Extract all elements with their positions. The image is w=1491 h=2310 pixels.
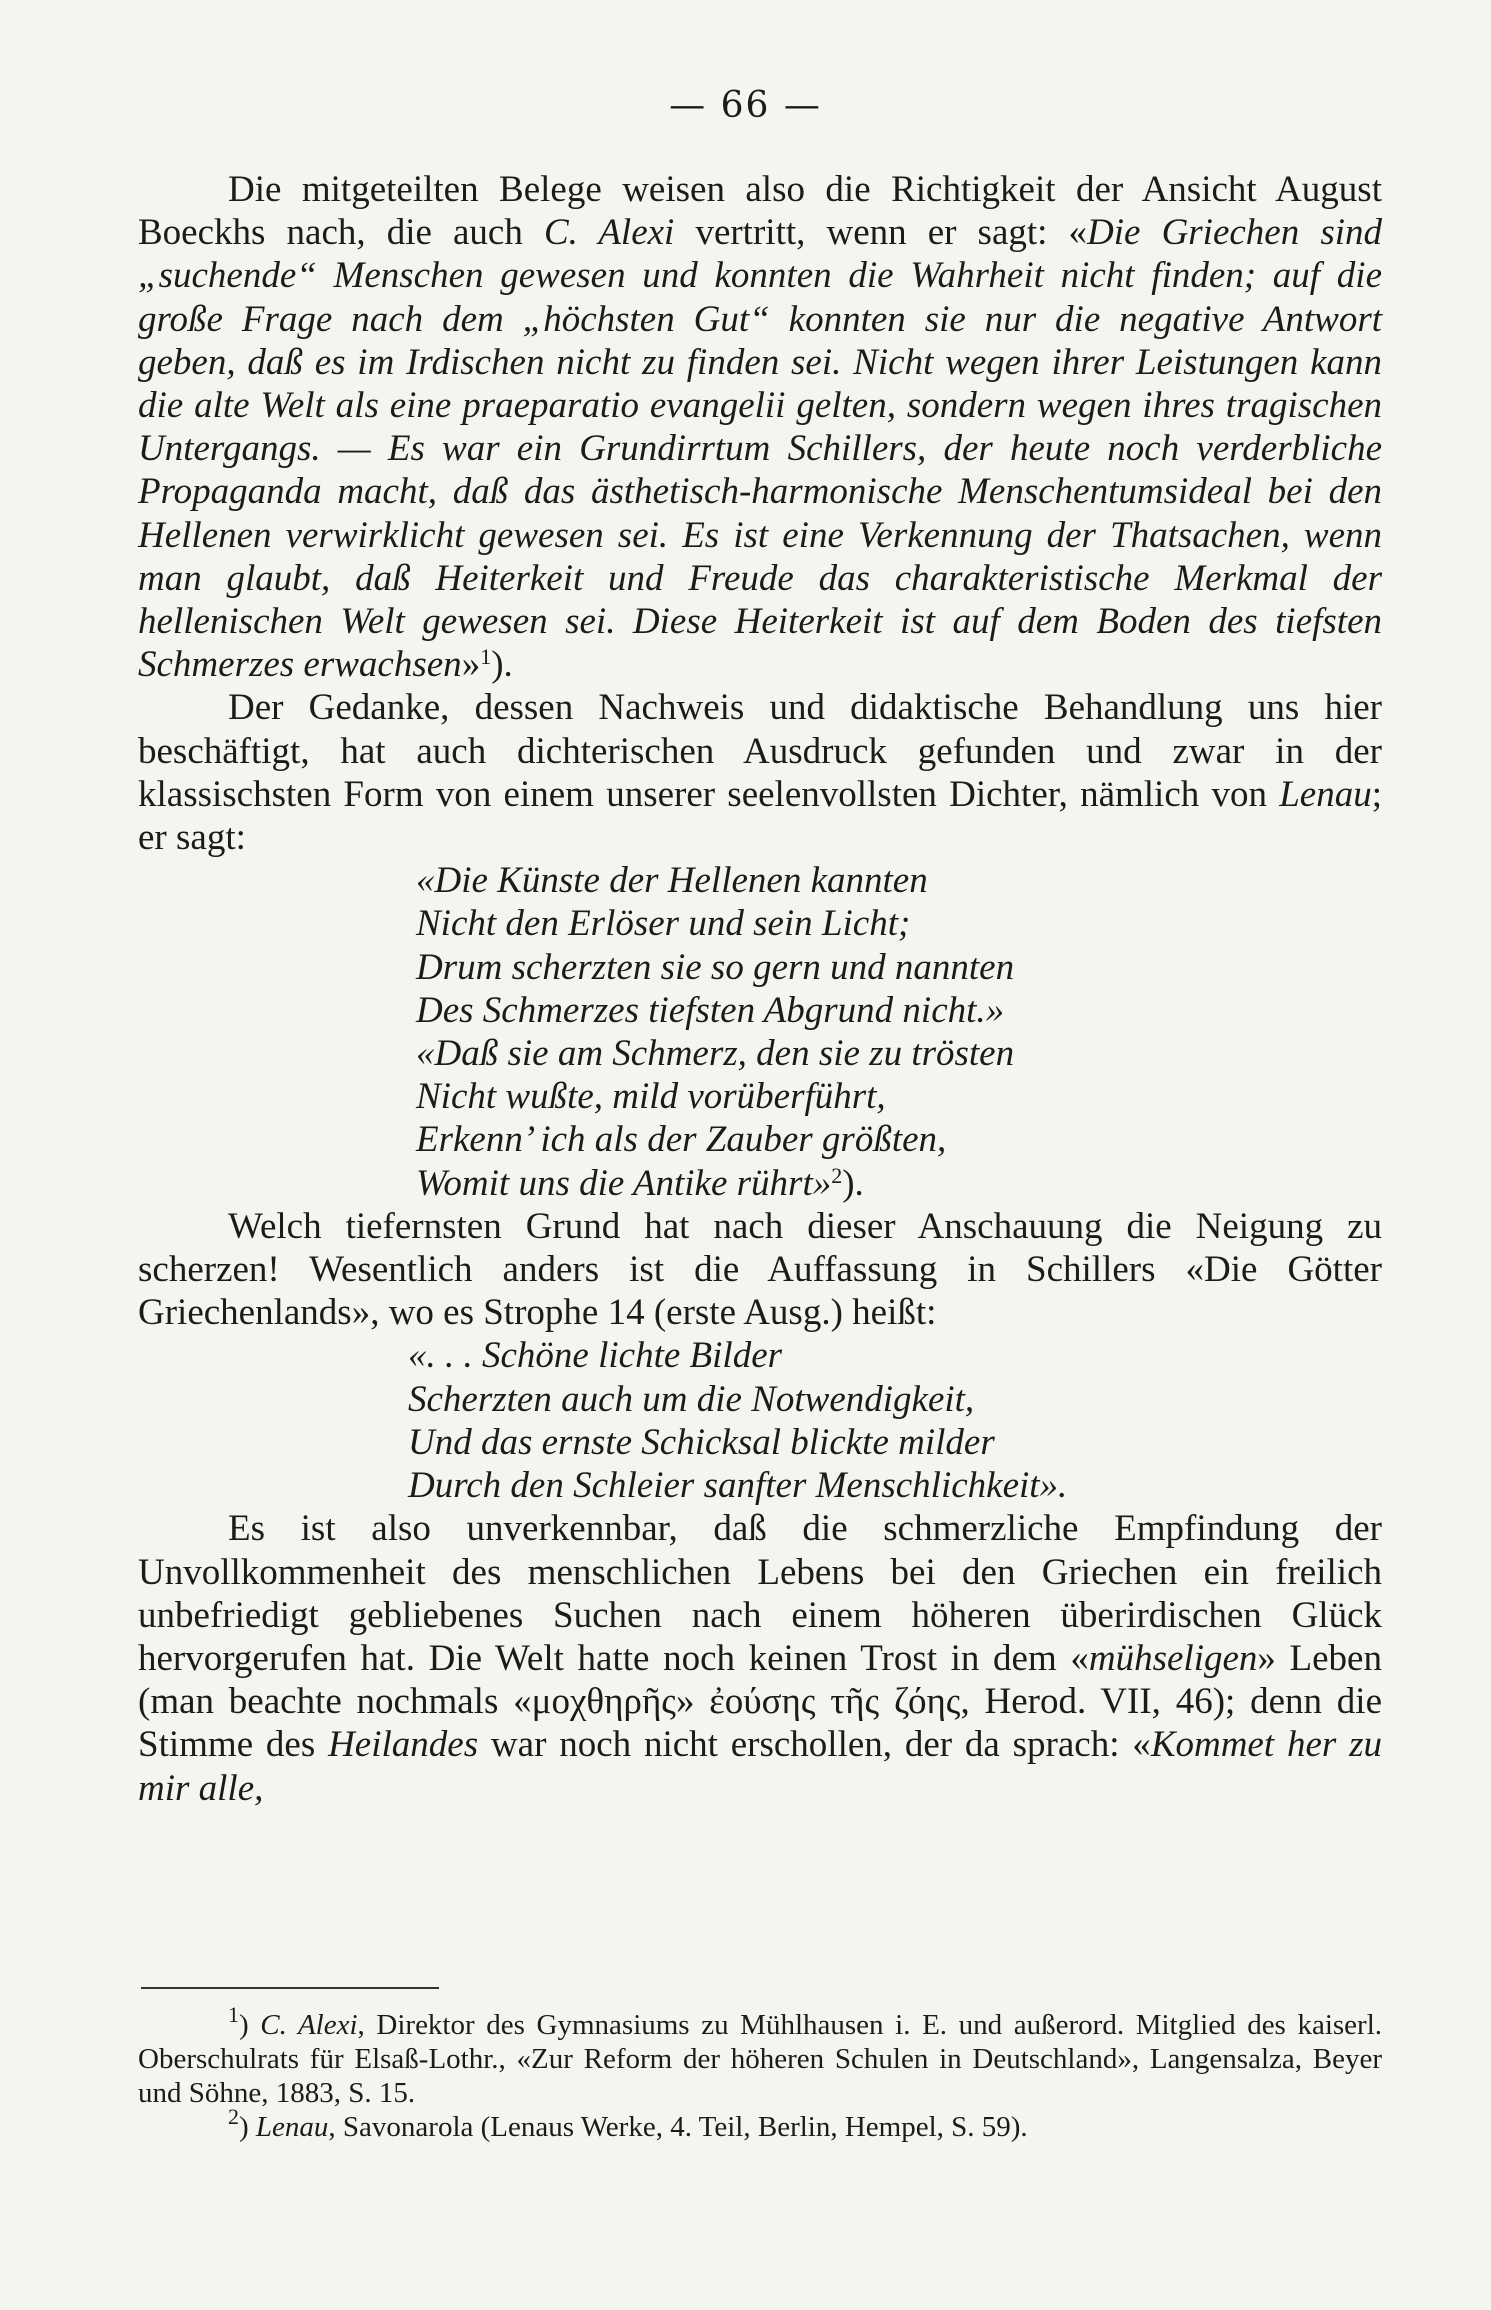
verse-line: Des Schmerzes tiefsten Abgrund nicht.» bbox=[416, 989, 1005, 1031]
quotation: Die Griechen sind „suchende“ Menschen gewesen und konnten die Wahrheit nicht finden; auf die große Frage nach dem „höchsten Gut“ konnten sie nur die negative Antwort geben, daß es im Irdischen nicht zu finden sei. Nicht wegen ihrer Leistungen kann die alte Welt als eine praeparatio evangelii gelten, sondern wegen ihres tragischen Untergangs. — Es war ein Grundirrtum Schillers, der heute noch verderbliche Propaganda macht, daß das ästhetisch-harmonische Menschentumsideal bei den Hellenen verwirklicht gewesen sei. Es ist eine Verkennung der Thatsachen, wenn man glaubt, daß Heiterkeit und Freude das charakteristische Merkmal der hellenischen Welt gewesen sei. Diese Heiterkeit ist auf dem Boden des tiefsten Schmerzes erwachsen bbox=[138, 212, 1383, 686]
paragraph-4: Es ist also unverkennbar, daß die schmerzliche Empfindung der Unvollkommenheit des menschlichen Lebens bei den Griechen ein freilich unbefriedigt gebliebenes Suchen nach einem höheren überirdischen Glück hervorgerufen hat. Die Welt hatte noch keinen Trost in dem «mühseligen» Leben (man beachte nochmals «μοχθηρῆς» ἐούσης τῆς ζόης, Herod. VII, 46); denn die Stimme des Heilandes war noch nicht erschollen, der da sprach: «Kommet her zu mir alle, bbox=[138, 1508, 1382, 1809]
verse-line: Nicht den Erlöser und sein Licht; bbox=[416, 903, 911, 945]
page-number: — 66 — bbox=[669, 85, 822, 126]
footnote-divider bbox=[141, 1987, 439, 1989]
verse-line: Durch den Schleier sanfter Menschlichkeit». bbox=[408, 1465, 1068, 1507]
verse-stanza-2 bbox=[416, 1032, 1382, 1205]
verse-line: Drum scherzten sie so gern und nannten bbox=[416, 946, 1015, 988]
footnote-ref-2: 2 bbox=[831, 1162, 843, 1188]
paragraph-1: Die mitgeteilten Belege weisen also die Richtigkeit der Ansicht August Boeckhs nach, die auch C. Alexi vertritt, wenn er sagt: «Die Griechen sind „suchende“ Menschen gewesen und konnten die Wahrheit nicht finden; auf die große Frage nach dem „höchsten Gut“ konnten sie nur die negative Antwort geben, daß es im Irdischen nicht zu finden sei. Nicht wegen ihrer Leistungen kann die alte Welt als eine praeparatio evangelii gelten, sondern wegen ihres tragischen Untergangs. — Es war ein Grundirrtum Schillers, der heute noch verderbliche Propaganda macht, daß das ästhetisch-harmonische Menschentumsideal bei den Hellenen verwirklicht gewesen sei. Es ist eine Verkennung der Thatsachen, wenn man glaubt, daß Heiterkeit und Freude das charakteristische Merkmal der hellenischen Welt gewesen sei. Diese Heiterkeit ist auf dem Boden des tiefsten Schmerzes erwachsen»$^1$). bbox=[138, 169, 1383, 686]
verse-line: Nicht wußte, mild vorüberführt, bbox=[416, 1076, 886, 1118]
verse-stanza-1 bbox=[416, 859, 1382, 1032]
verse-stanza-3 bbox=[408, 1334, 1382, 1507]
verse-line: «Die Künste der Hellenen kannten bbox=[416, 860, 928, 902]
footnote-1: $^1$) C. Alexi, Direktor des Gymnasiums zu Mühlhausen i. E. und außerord. Mitglied des kaiserl. Oberschulrats für Elsaß-Lothr., «Zur Reform der höheren Schulen in Deutschland», Langensalza, Beyer und Söhne, 1883, S. 15. bbox=[138, 2002, 1383, 2109]
author-name: C. Alexi bbox=[543, 212, 675, 254]
poet-name: Lenau bbox=[1279, 773, 1372, 815]
paragraph-3: Welch tiefernsten Grund hat nach dieser Anschauung die Neigung zu scherzen! Wesentlich anders ist die Auffassung in Schillers «Die Götter Griechenlands», wo es Strophe 14 (erste Ausg.) heißt: bbox=[138, 1205, 1382, 1334]
verse-line: «Daß sie am Schmerz, den sie zu trösten bbox=[416, 1033, 1015, 1075]
main-text bbox=[138, 168, 1382, 1810]
verse-line: Und das ernste Schicksal blickte milder bbox=[408, 1421, 995, 1463]
footnote-ref-1: 1 bbox=[480, 644, 492, 670]
footnotes bbox=[138, 2002, 1383, 2144]
verse-line: Scherzten auch um die Notwendigkeit, bbox=[408, 1378, 975, 1420]
verse-line: «. . . Schöne lichte Bilder bbox=[408, 1335, 783, 1377]
verse-line: Womit uns die Antike rührt»$^2$). bbox=[416, 1162, 864, 1204]
paragraph-2: Der Gedanke, dessen Nachweis und didaktische Behandlung uns hier beschäftigt, hat auch dichterischen Ausdruck gefunden und zwar in der klassischsten Form von einem unserer seelenvollsten Dichter, nämlich von Lenau; er sagt: bbox=[138, 687, 1382, 859]
footnote-2: $^2$) Lenau, Savonarola (Lenaus Werke, 4. Teil, Berlin, Hempel, S. 59). bbox=[228, 2104, 1028, 2143]
verse-line: Erkenn’ ich als der Zauber größten, bbox=[416, 1119, 947, 1161]
